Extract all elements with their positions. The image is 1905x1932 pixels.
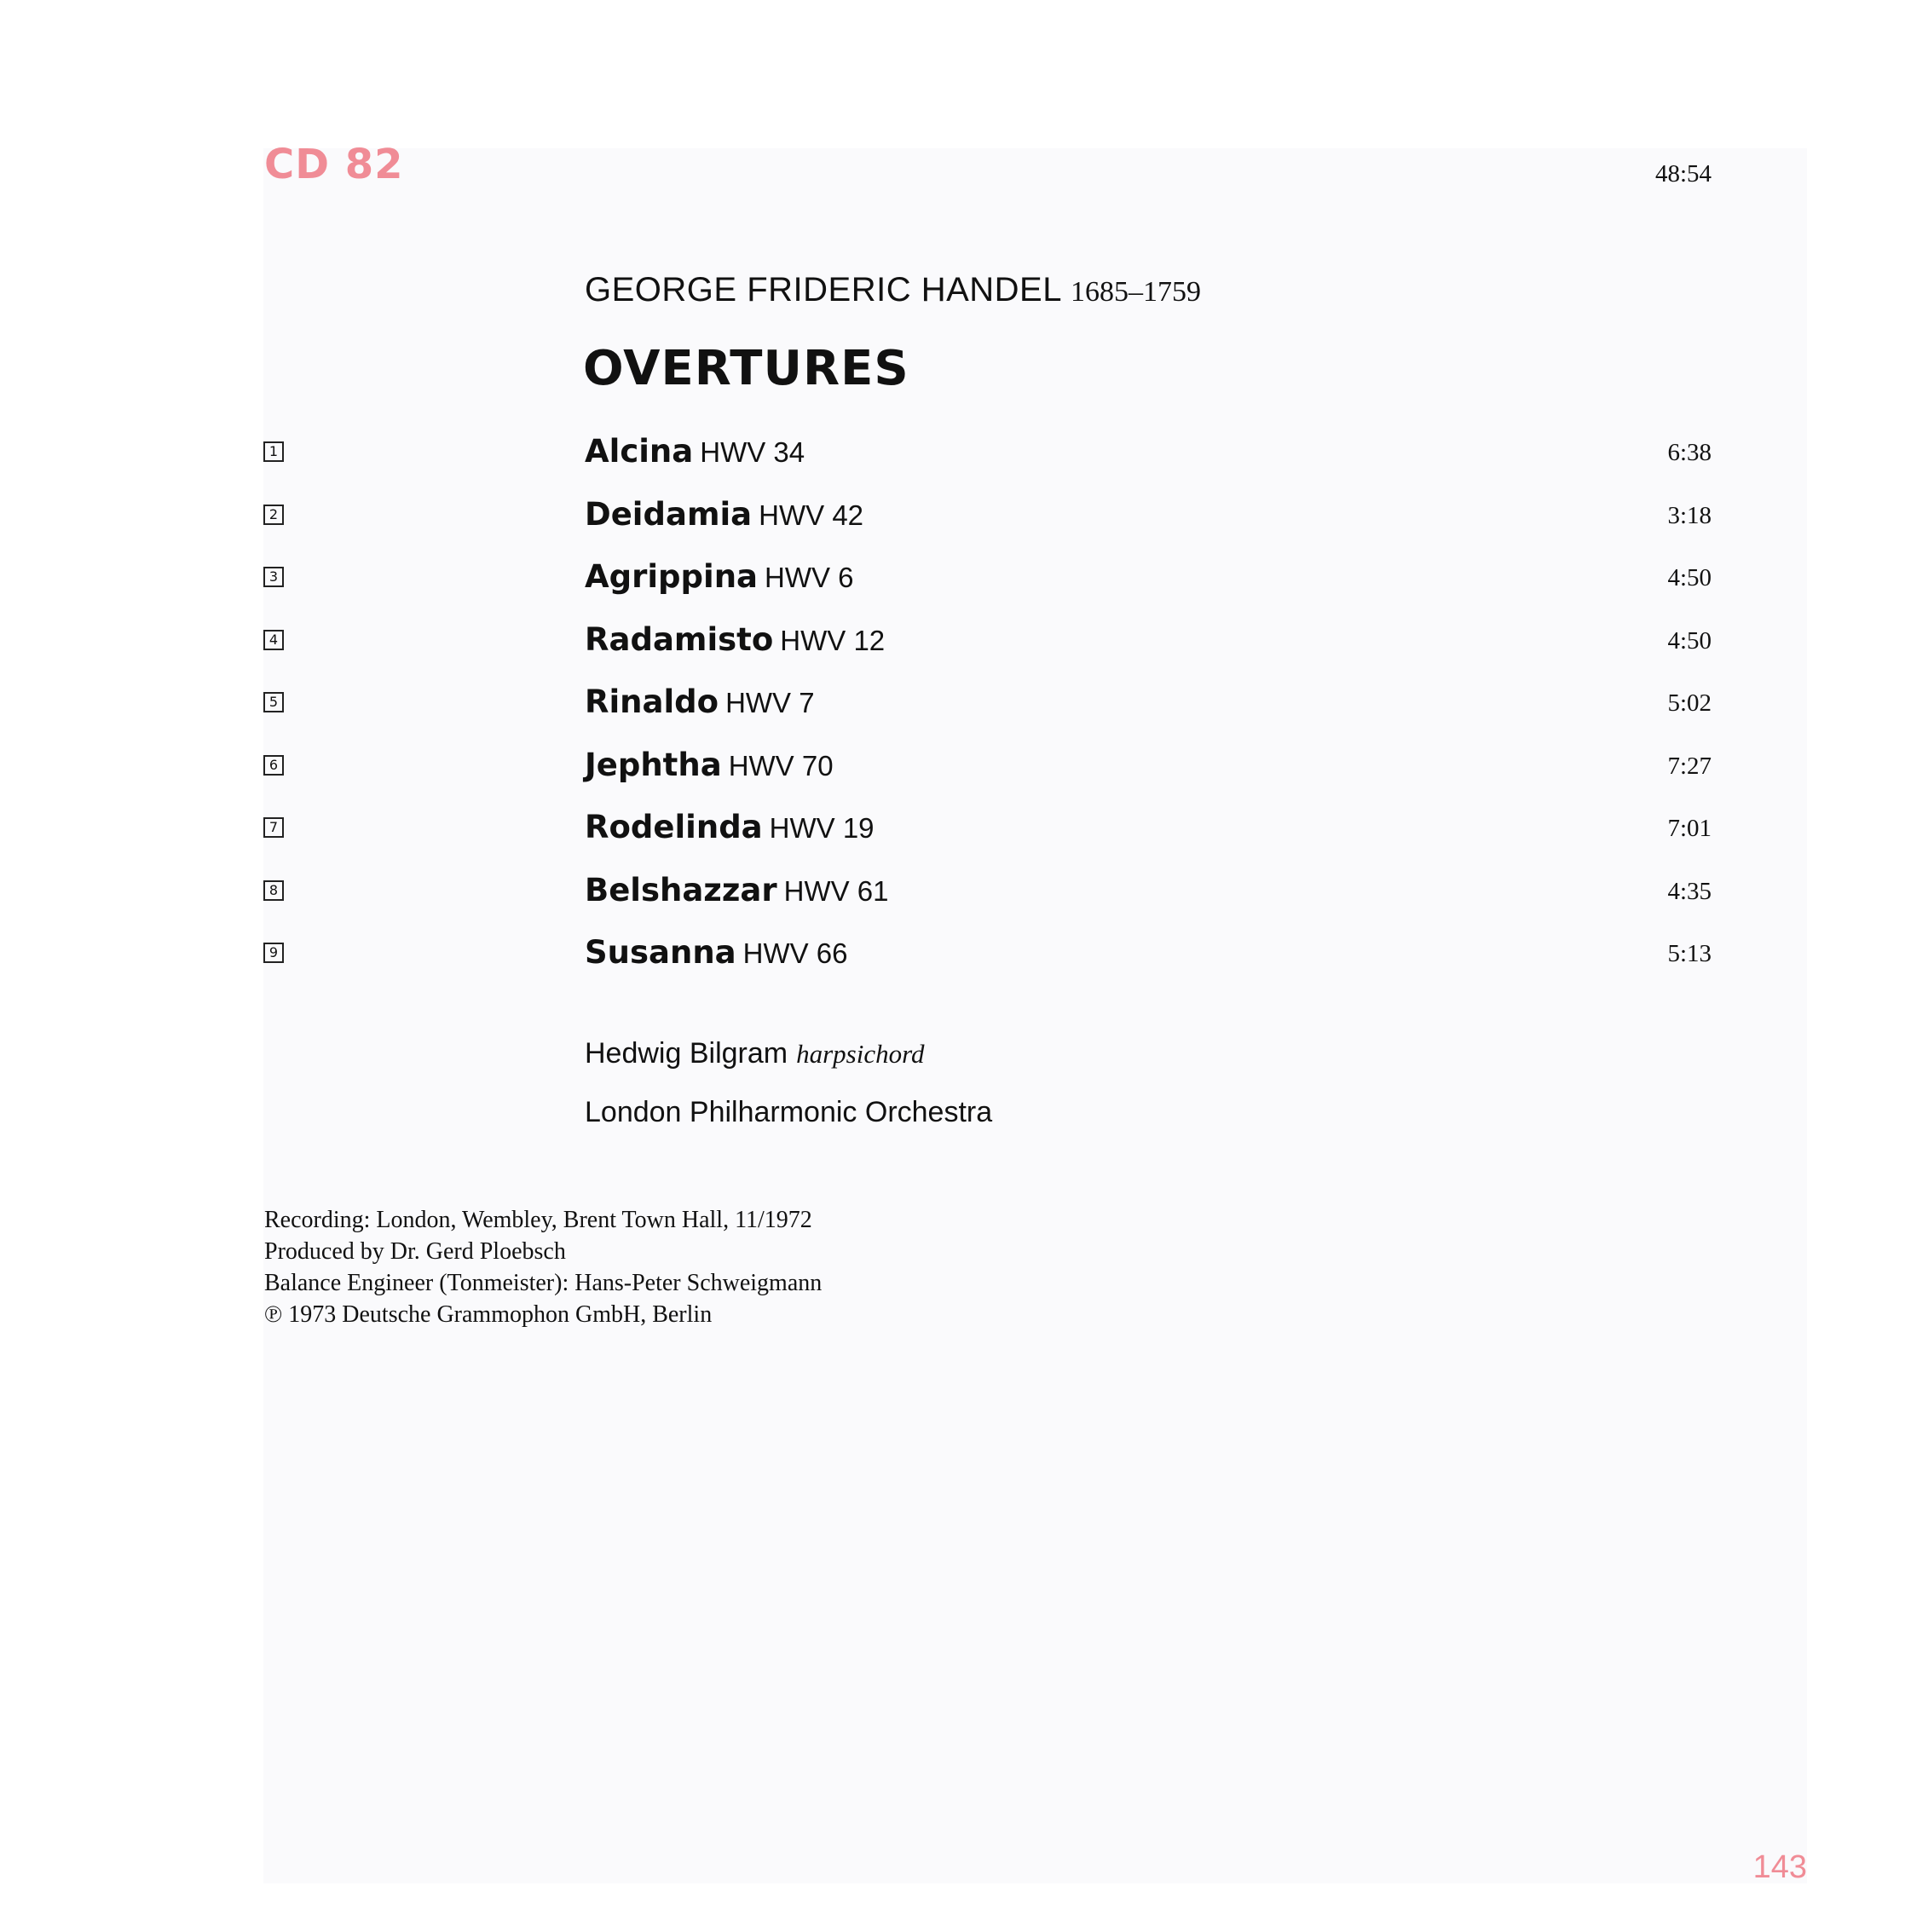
- performer-role: harpsichord: [796, 1039, 925, 1069]
- track-row: [0, 492, 1905, 543]
- track-number: 3: [263, 567, 284, 587]
- track-row: [0, 805, 1905, 856]
- track-name: Jephtha: [585, 747, 722, 783]
- track-name: Deidamia: [585, 496, 753, 533]
- performer-soloist: [585, 1037, 925, 1070]
- track-time: 3:18: [1667, 502, 1712, 529]
- work-title: OVERTURES: [583, 341, 909, 396]
- track-title: [585, 496, 863, 533]
- track-catalog: HWV 34: [700, 436, 805, 468]
- track-catalog: HWV 70: [728, 750, 834, 781]
- performer-orchestra: [585, 1096, 992, 1129]
- performer-name: London Philharmonic Orchestra: [585, 1096, 993, 1128]
- track-title: [585, 621, 885, 658]
- track-row: [0, 930, 1905, 981]
- track-catalog: HWV 6: [765, 562, 854, 593]
- track-title: [585, 809, 875, 845]
- track-name: Radamisto: [585, 621, 774, 658]
- track-number: 4: [263, 630, 284, 650]
- composer-heading: [585, 271, 1201, 309]
- track-name: Alcina: [585, 433, 694, 470]
- track-title: [585, 433, 805, 470]
- track-number: 8: [263, 880, 284, 901]
- track-number: 9: [263, 943, 284, 963]
- track-time: 7:01: [1667, 815, 1712, 842]
- track-name: Agrippina: [585, 558, 759, 595]
- credit-engineer: Balance Engineer (Tonmeister): Hans-Peter Schweigmann: [264, 1270, 823, 1296]
- track-name: Belshazzar: [585, 872, 777, 908]
- track-number: 5: [263, 692, 284, 712]
- composer-dates: 1685–1759: [1070, 276, 1201, 308]
- track-number: 2: [263, 505, 284, 525]
- track-name: Rodelinda: [585, 809, 763, 845]
- track-title: [585, 747, 834, 783]
- credit-copyright: ℗ 1973 Deutsche Grammophon GmbH, Berlin: [264, 1301, 713, 1328]
- page-background: [263, 148, 1807, 1883]
- track-name: Rinaldo: [585, 683, 719, 720]
- track-number: 7: [263, 817, 284, 838]
- track-time: 7:27: [1667, 753, 1712, 780]
- track-name: Susanna: [585, 934, 736, 971]
- track-catalog: HWV 19: [769, 812, 875, 844]
- recording-credits: [264, 1204, 822, 1330]
- track-row: [0, 429, 1905, 480]
- track-catalog: HWV 42: [759, 499, 864, 531]
- composer-name: GEORGE FRIDERIC HANDEL: [585, 271, 1062, 309]
- credit-producer: Produced by Dr. Gerd Ploebsch: [264, 1238, 566, 1265]
- track-row: [0, 617, 1905, 668]
- track-time: 5:13: [1667, 940, 1712, 967]
- track-title: [585, 934, 848, 971]
- page-number: 143: [1752, 1849, 1807, 1885]
- track-row: [0, 554, 1905, 605]
- track-catalog: HWV 12: [780, 625, 886, 656]
- track-title: [585, 683, 815, 720]
- track-catalog: HWV 66: [742, 937, 848, 969]
- track-time: 4:50: [1667, 627, 1712, 655]
- credit-recording: Recording: London, Wembley, Brent Town Hall, 11/1972: [264, 1207, 812, 1233]
- track-time: 4:35: [1667, 878, 1712, 905]
- track-title: [585, 558, 854, 595]
- track-row: [0, 679, 1905, 730]
- track-time: 4:50: [1667, 564, 1712, 591]
- track-time: 5:02: [1667, 689, 1712, 717]
- track-catalog: HWV 61: [783, 875, 889, 907]
- cd-label: CD 82: [264, 141, 404, 188]
- total-time: 48:54: [1654, 160, 1712, 187]
- track-catalog: HWV 7: [725, 687, 815, 718]
- track-row: [0, 868, 1905, 919]
- track-title: [585, 872, 888, 908]
- performer-name: Hedwig Bilgram: [585, 1037, 788, 1070]
- track-row: [0, 742, 1905, 793]
- track-number: 1: [263, 441, 284, 462]
- track-number: 6: [263, 755, 284, 776]
- track-time: 6:38: [1667, 439, 1712, 466]
